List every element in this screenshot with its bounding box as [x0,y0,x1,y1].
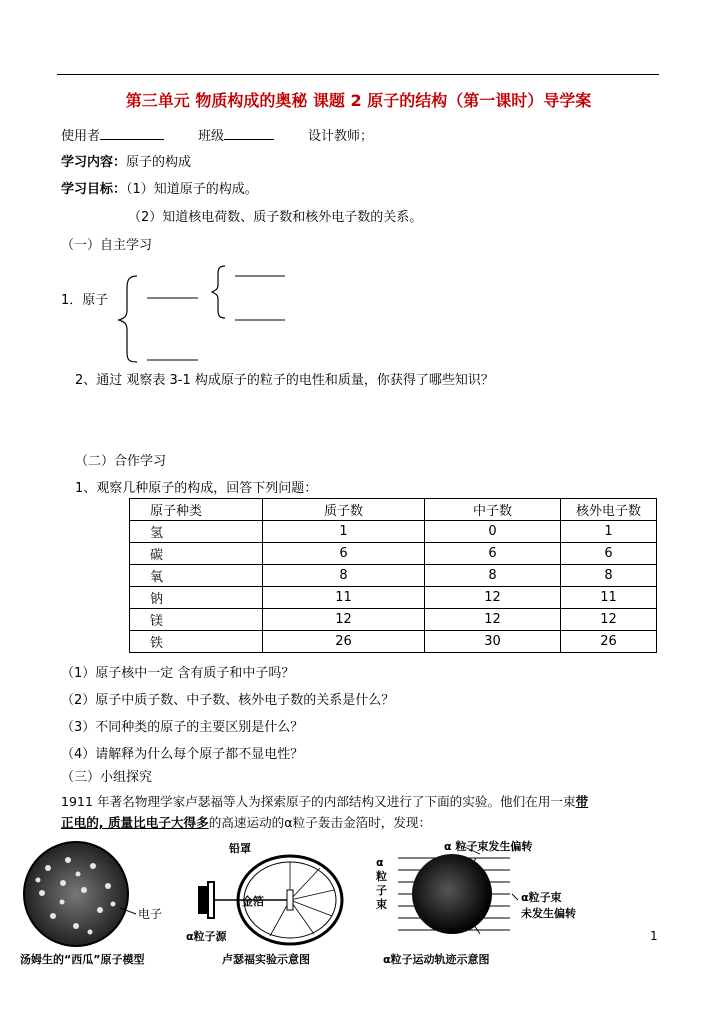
table-header-row [130,499,657,521]
alpha-symbol: α [284,815,293,830]
table-cell: 12 [425,587,561,609]
goal-item-1: （1）知道原子的构成。 [126,182,258,197]
goals-label: 学习目标： [61,182,127,197]
gold-foil [287,890,293,910]
emphasis-mass: 正电的, 质量比电子大得多 [61,815,209,830]
header-cell: 质子数 [263,499,425,521]
paragraph-text: 粒子轰击金箔时，发现： [292,815,432,830]
paragraph-text: 的高速运动的 [208,815,285,830]
deflected-label: α 粒子束发生偏转 [444,840,533,853]
question-4: （4）请解释为什么每个原子都不显电性？ [61,747,304,762]
question-1: （1）原子核中一定 含有质子和中子吗？ [61,666,295,681]
question-3: （3）不同种类的原子的主要区别是什么？ [61,720,304,735]
section-1-heading: （一）自主学习 [61,238,153,253]
undeflected-label-1: α粒子束 [521,891,562,904]
table-row [130,587,657,609]
alpha-beam-label: α 粒 子 束 [376,856,387,911]
table-cell: 1 [561,521,657,543]
table-cell: 6 [425,543,561,565]
table-cell: 6 [263,543,425,565]
header-cell: 原子种类 [130,499,263,521]
table-cell: 钠 [130,587,263,609]
header-cell: 中子数 [425,499,561,521]
gold-foil-label: 金箔 [242,895,264,908]
table-cell: 26 [561,631,657,653]
page-title: 第三单元 物质构成的奥秘 课题 2 原子的结构（第一课时）导学案 [125,91,592,110]
figure-2-caption: 卢瑟福实验示意图 [222,953,310,966]
content-label: 学习内容： [61,155,127,170]
table-cell: 11 [561,587,657,609]
large-brace [119,276,137,362]
table-row [130,609,657,631]
table-cell: 1 [263,521,425,543]
table-cell: 12 [425,609,561,631]
class-field [198,125,274,144]
table-cell: 碳 [130,543,263,565]
question-2: （2）原子中质子数、中子数、核外电子数的关系是什么？ [61,693,395,708]
goal-item-2: （2）知道核电荷数、质子数和核外电子数的关系。 [128,210,423,225]
class-label: 班级 [198,129,225,144]
rutherford-paragraph-line-1 [61,791,588,810]
table-cell: 8 [263,565,425,587]
table-cell: 8 [425,565,561,587]
section-2-heading: （二）合作学习 [75,454,167,469]
lead-shield [208,882,214,918]
lead-shield-label: 铅罩 [229,842,251,855]
table-cell: 氧 [130,565,263,587]
undeflected-label-2: 未发生偏转 [521,907,576,920]
header-rule [57,74,659,75]
table-cell: 11 [263,587,425,609]
alpha-source-label: α粒子源 [186,930,227,943]
table-cell: 8 [561,565,657,587]
alpha-trajectory-figure [380,838,610,948]
atom-structure-bracket-diagram [115,258,295,368]
atom-composition-table [129,498,657,653]
rutherford-paragraph-line-2 [61,812,431,831]
table-row [130,631,657,653]
paragraph-text: 1911 年著名物理学家卢瑟福等人为探索原子的内部结构又进行了下面的实验。他们在用一束 [61,794,576,809]
table-row [130,521,657,543]
question-table-3-1: 2、通过 观察表 3-1 构成原子的粒子的电性和质量，你获得了哪些知识？ [75,373,494,388]
plum-pudding-model-figure [18,838,188,948]
user-field [61,125,164,144]
section-3-heading: （三）小组探究 [61,770,153,785]
table-cell: 6 [561,543,657,565]
learning-goals [61,178,258,197]
page-number: 1 [650,929,658,943]
figure-3-caption: α粒子运动轨迹示意图 [383,953,490,966]
table-row [130,565,657,587]
learning-content [61,151,191,170]
table-cell: 0 [425,521,561,543]
small-brace [212,266,225,318]
class-blank [224,127,274,140]
header-cell: 核外电子数 [561,499,657,521]
table-cell: 12 [561,609,657,631]
emphasis-positive: 带 [575,794,589,809]
table-intro: 1、观察几种原子的构成，回答下列问题： [75,481,318,496]
atom-label: 1．原子 [61,293,109,308]
table-row [130,543,657,565]
figure-1-caption: 汤姆生的“西瓜”原子模型 [20,953,145,966]
table-cell: 12 [263,609,425,631]
content-value: 原子的构成 [126,155,192,170]
teacher-label: 设计教师； [308,129,374,144]
table-cell: 铁 [130,631,263,653]
gold-atom-sphere [412,854,492,934]
table-cell: 30 [425,631,561,653]
table-cell: 氢 [130,521,263,543]
table-cell: 26 [263,631,425,653]
user-label: 使用者 [61,129,101,144]
electron-label: 电子 [138,907,163,921]
table-cell: 镁 [130,609,263,631]
alpha-source-block [198,886,208,914]
user-blank [100,127,164,140]
